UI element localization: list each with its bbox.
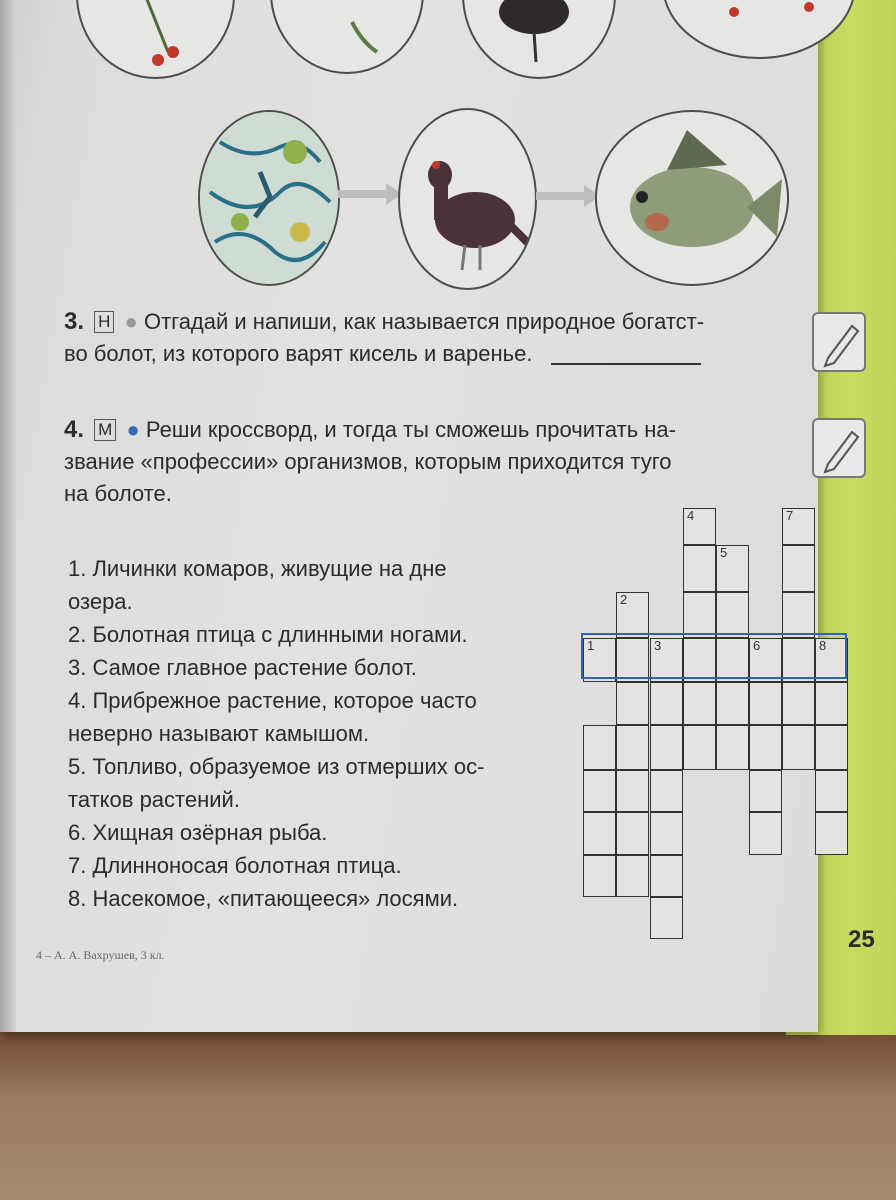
- page-number: 25: [848, 926, 875, 953]
- crossword-cell[interactable]: [815, 725, 848, 770]
- crossword-cell[interactable]: [650, 725, 683, 770]
- clue-line: 4. Прибрежное растение, которое часто: [68, 688, 477, 713]
- crossword-cell[interactable]: [749, 725, 782, 770]
- task-3-text-line2: во болот, из которого варят кисель и варенье.: [64, 341, 533, 366]
- clue-line: 3. Самое главное растение болот.: [68, 655, 417, 680]
- crossword-cell[interactable]: [782, 682, 815, 725]
- crossword-cell[interactable]: [650, 897, 683, 939]
- table-surface: [0, 1030, 896, 1200]
- clue-line: неверно называют камышом.: [68, 721, 370, 746]
- task-4: [64, 414, 804, 510]
- food-chain-circle-top-3: [462, 0, 616, 79]
- crossword-clue-number: 3: [654, 638, 662, 653]
- page-spine: [0, 0, 16, 1032]
- crossword-cell[interactable]: [583, 855, 616, 897]
- crossword-cell[interactable]: [616, 770, 649, 812]
- crossword-cell[interactable]: [650, 682, 683, 725]
- crossword-cell[interactable]: [616, 855, 649, 897]
- crossword-clue-number: 4: [687, 508, 695, 523]
- crossword-clue-number: 6: [753, 638, 761, 653]
- difficulty-badge: М: [94, 419, 116, 441]
- crossword-cell[interactable]: [683, 545, 716, 592]
- crossword-cell[interactable]: [650, 770, 683, 812]
- crossword-cell[interactable]: [782, 508, 815, 545]
- bullet-icon: ●: [124, 309, 138, 334]
- pencil-icon: [812, 312, 866, 372]
- crossword-cell[interactable]: [716, 592, 749, 638]
- crossword-cell[interactable]: [749, 770, 782, 812]
- clue-line: озера.: [68, 589, 133, 614]
- clue-line: 6. Хищная озёрная рыба.: [68, 820, 328, 845]
- food-chain-circle-top-2: [270, 0, 424, 74]
- crossword-cell[interactable]: [782, 592, 815, 638]
- crossword-cell[interactable]: [749, 682, 782, 725]
- crucian-fish-icon: [597, 112, 787, 284]
- crossword-clue-number: 5: [720, 545, 728, 560]
- task-4-text-line2: звание «профессии» организмов, которым приходится туго: [64, 449, 672, 474]
- crossword-cell[interactable]: [616, 725, 649, 770]
- crossword-cell[interactable]: [716, 682, 749, 725]
- crossword-cell[interactable]: [716, 545, 749, 592]
- answer-line[interactable]: [551, 345, 701, 365]
- clue-line: 2. Болотная птица с длинными ногами.: [68, 622, 468, 647]
- crossword-cell[interactable]: [683, 508, 716, 545]
- food-chain-circle-plankton: [198, 110, 340, 286]
- clue-line: 5. Топливо, образуемое из отмерших ос-: [68, 754, 485, 779]
- clue-line: 1. Личинки комаров, живущие на дне: [68, 556, 447, 581]
- difficulty-badge: Н: [94, 311, 114, 333]
- crossword-clue-number: 2: [620, 592, 628, 607]
- task-3-number: 3.: [64, 308, 85, 335]
- crossword-cell[interactable]: [815, 682, 848, 725]
- clue-line: татков растений.: [68, 787, 240, 812]
- pencil-icon: [812, 418, 866, 478]
- crossword-cell[interactable]: [716, 725, 749, 770]
- task-4-number: 4.: [64, 416, 85, 443]
- footer-note: 4 – А. А. Вахрушев, 3 кл.: [36, 948, 165, 962]
- crossword-cell[interactable]: [782, 725, 815, 770]
- crossword-cell[interactable]: [683, 682, 716, 725]
- clue-line: 7. Длинноносая болотная птица.: [68, 853, 402, 878]
- food-chain-circle-grouse: [398, 108, 537, 290]
- crossword-cell[interactable]: [815, 770, 848, 812]
- crossword-cell[interactable]: [683, 725, 716, 770]
- crossword-cell[interactable]: [583, 725, 616, 770]
- crossword-cell[interactable]: [782, 545, 815, 592]
- crossword-clue-number: 7: [786, 508, 794, 523]
- bullet-icon: ●: [126, 417, 140, 442]
- task-3: [64, 306, 794, 370]
- arrow-2: [536, 192, 586, 200]
- plant-icon: [272, 0, 422, 72]
- crossword-cell[interactable]: [616, 592, 649, 638]
- crossword-cell[interactable]: [616, 812, 649, 855]
- crossword-cell[interactable]: [749, 812, 782, 855]
- food-chain-circle-fish: [595, 110, 789, 286]
- grouse-icon: [400, 110, 535, 288]
- crossword-cell[interactable]: [815, 812, 848, 855]
- crossword-answer-row-highlight: [581, 633, 847, 679]
- crossword-cell[interactable]: [583, 770, 616, 812]
- berry-plant-icon: [78, 0, 233, 77]
- task-3-text-line1: Отгадай и напиши, как называется природное богатст-: [143, 309, 705, 334]
- crossword-clue-number: 8: [819, 638, 827, 653]
- crossword-cell[interactable]: [650, 812, 683, 855]
- arrow-1: [338, 190, 388, 198]
- crossword-clue-number: 1: [587, 638, 595, 653]
- crossword-cell[interactable]: [683, 592, 716, 638]
- plankton-icon: [200, 112, 338, 284]
- task-4-text-line1: Реши кроссворд, и тогда ты сможешь прочитать на-: [145, 417, 676, 442]
- crossword-clues: [68, 552, 588, 915]
- crossword-cell[interactable]: [650, 855, 683, 897]
- crossword-cell[interactable]: [616, 682, 649, 725]
- food-chain-circle-top-1: [76, 0, 235, 79]
- task-4-text-line3: на болоте.: [64, 481, 172, 506]
- crossword-cell[interactable]: [583, 812, 616, 855]
- clue-line: 8. Насекомое, «питающееся» лосями.: [68, 886, 459, 911]
- bird-icon: [464, 0, 614, 77]
